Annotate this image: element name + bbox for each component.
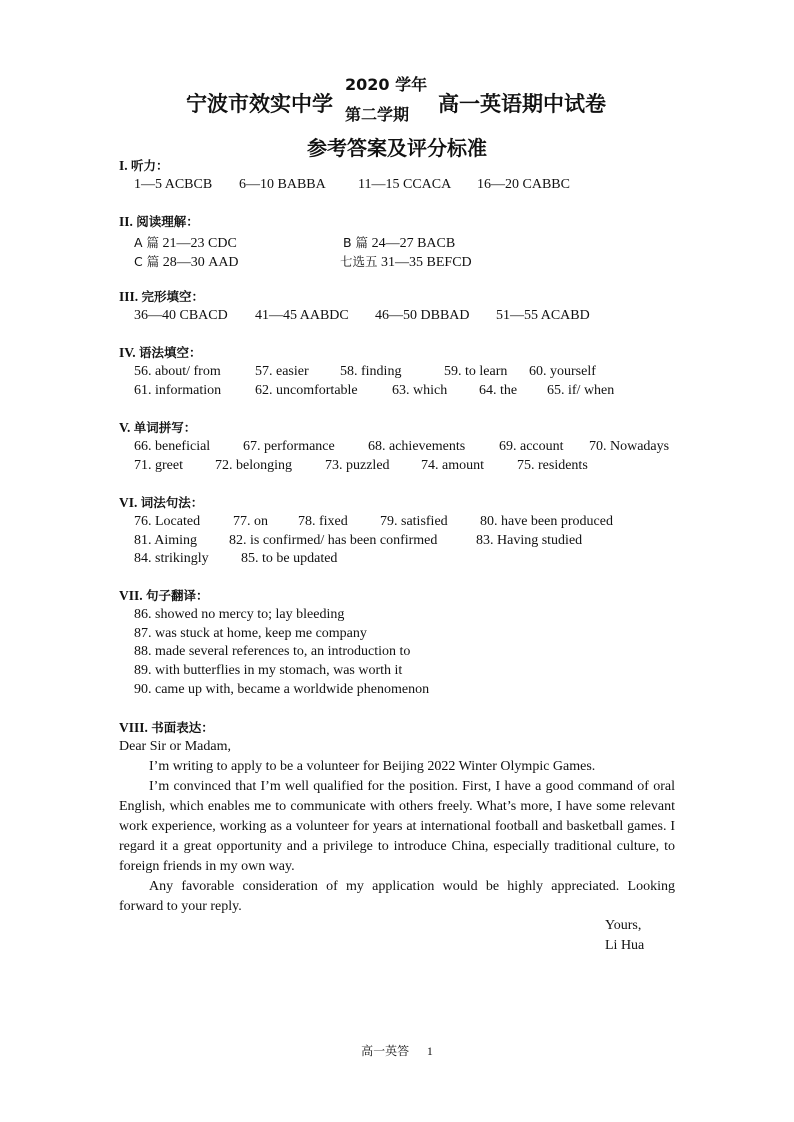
answer-item: 87. was stuck at home, keep me company	[134, 626, 367, 641]
passage-label: C 篇	[134, 254, 160, 269]
passage-label: 七选五	[340, 254, 378, 269]
passage-answer: 31—35 BEFCD	[381, 255, 472, 270]
answer-item: 57. easier	[255, 364, 309, 379]
answer-item: 51—55 ACABD	[496, 308, 590, 323]
answer-item: 64. the	[479, 383, 518, 398]
answer-item: 63. which	[392, 383, 448, 398]
answer-item: 86. showed no mercy to; lay bleeding	[134, 607, 345, 622]
answer-item: 73. puzzled	[325, 458, 390, 473]
essay-body	[119, 737, 675, 917]
answer-item	[134, 252, 239, 271]
essay-paragraph: I’m convinced that I’m well qualified for the position. First, I have a good command of oral English, which enables me to communicate with others freely. What’s more, I have some relevant work experience, working as a volunteer for years at international football and basketball games. I regard it a great opportunity and a privilege to introduce China, especially traditional culture, to foreign friends in my own way.	[119, 779, 675, 874]
answer-item: 83. Having studied	[476, 533, 583, 548]
answer-item: 41—45 AABDC	[255, 308, 349, 323]
answer-item: 58. finding	[340, 364, 402, 379]
section-heading-listening	[119, 156, 169, 174]
essay-closing: Yours,	[605, 918, 642, 933]
answer-item: 36—40 CBACD	[134, 308, 228, 323]
essay-salutation: Dear Sir or Madam,	[119, 739, 231, 754]
section-heading-grammar	[119, 343, 202, 361]
passage-answer: 28—30 AAD	[162, 255, 239, 270]
school-name: 宁波市效实中学	[186, 92, 333, 116]
answer-item	[340, 252, 472, 271]
section-number: VII.	[119, 588, 143, 603]
section-heading-cloze	[119, 287, 204, 305]
school-year: 2020 学年	[345, 75, 428, 94]
section-title: 句子翻译：	[146, 588, 209, 603]
answer-item: 77. on	[233, 514, 268, 529]
section-title: 单词拼写：	[133, 420, 197, 435]
page-subtitle: 参考答案及评分标准	[307, 136, 487, 160]
answer-item	[134, 233, 237, 252]
section-heading-lexis-syntax	[119, 493, 203, 511]
section-number: IV.	[119, 345, 136, 360]
answer-item: 6—10 BABBA	[239, 177, 326, 192]
answer-item: 62. uncomfortable	[255, 383, 358, 398]
answer-item: 79. satisfied	[380, 514, 448, 529]
page-number: 1	[426, 1044, 433, 1058]
answer-item: 88. made several references to, an introduction to	[134, 644, 411, 659]
answer-item: 66. beneficial	[134, 439, 211, 454]
section-heading-translation	[119, 586, 209, 604]
essay-signature: Li Hua	[605, 938, 645, 953]
section-title: 书面表达：	[151, 720, 214, 735]
answer-item: 78. fixed	[298, 514, 348, 529]
answer-item: 16—20 CABBC	[477, 177, 570, 192]
answer-item: 67. performance	[243, 439, 335, 454]
answer-item: 11—15 CCACA	[358, 177, 452, 192]
section-heading-writing	[119, 718, 214, 736]
answer-item: 72. belonging	[215, 458, 292, 473]
section-title: 词法句法：	[140, 495, 204, 510]
answer-item: 82. is confirmed/ has been confirmed	[229, 533, 438, 548]
essay-paragraph: I’m writing to apply to be a volunteer for Beijing 2022 Winter Olympic Games.	[149, 759, 596, 774]
answer-item: 85. to be updated	[241, 551, 338, 566]
answer-item: 65. if/ when	[547, 383, 615, 398]
answer-item: 61. information	[134, 383, 222, 398]
section-number: VIII.	[119, 720, 148, 735]
answer-item	[343, 233, 455, 252]
passage-label: B 篇	[343, 235, 369, 250]
page-footer	[0, 1042, 794, 1059]
answer-item: 81. Aiming	[134, 533, 198, 548]
answer-item: 89. with butterflies in my stomach, was worth it	[134, 663, 403, 678]
answer-item: 80. have been produced	[480, 514, 613, 529]
answer-item: 1—5 ACBCB	[134, 177, 213, 192]
section-title: 听力：	[131, 158, 169, 173]
section-number: II.	[119, 214, 133, 229]
section-heading-spelling	[119, 418, 196, 436]
passage-answer: 24—27 BACB	[371, 236, 456, 251]
section-title: 语法填空：	[139, 345, 202, 360]
section-number: VI.	[119, 495, 138, 510]
answer-item: 59. to learn	[444, 364, 508, 379]
passage-label: A 篇	[134, 235, 160, 250]
section-title: 完形填空：	[141, 289, 205, 304]
answer-item: 56. about/ from	[134, 364, 221, 379]
answer-item: 69. account	[499, 439, 564, 454]
school-term: 第二学期	[345, 105, 410, 124]
answer-item: 74. amount	[421, 458, 484, 473]
answer-item: 60. yourself	[529, 364, 596, 379]
answer-item: 71. greet	[134, 458, 183, 473]
section-number: V.	[119, 420, 131, 435]
passage-answer: 21—23 CDC	[162, 236, 237, 251]
exam-title: 高一英语期中试卷	[438, 92, 606, 116]
answer-item: 84. strikingly	[134, 551, 209, 566]
answer-item: 75. residents	[517, 458, 588, 473]
section-heading-reading	[119, 212, 199, 230]
section-title: 阅读理解：	[136, 214, 199, 229]
answer-item: 90. came up with, became a worldwide phenomenon	[134, 682, 430, 697]
answer-item: 76. Located	[134, 514, 201, 529]
answer-item: 46—50 DBBAD	[375, 308, 470, 323]
footer-label: 高一英答	[361, 1044, 410, 1058]
essay-paragraph: Any favorable consideration of my application would be highly appreciated. Looking forward to your reply.	[119, 879, 675, 914]
section-number: III.	[119, 289, 139, 304]
answer-item: 70. Nowadays	[589, 439, 670, 454]
section-number: I.	[119, 158, 128, 173]
answer-item: 68. achievements	[368, 439, 466, 454]
